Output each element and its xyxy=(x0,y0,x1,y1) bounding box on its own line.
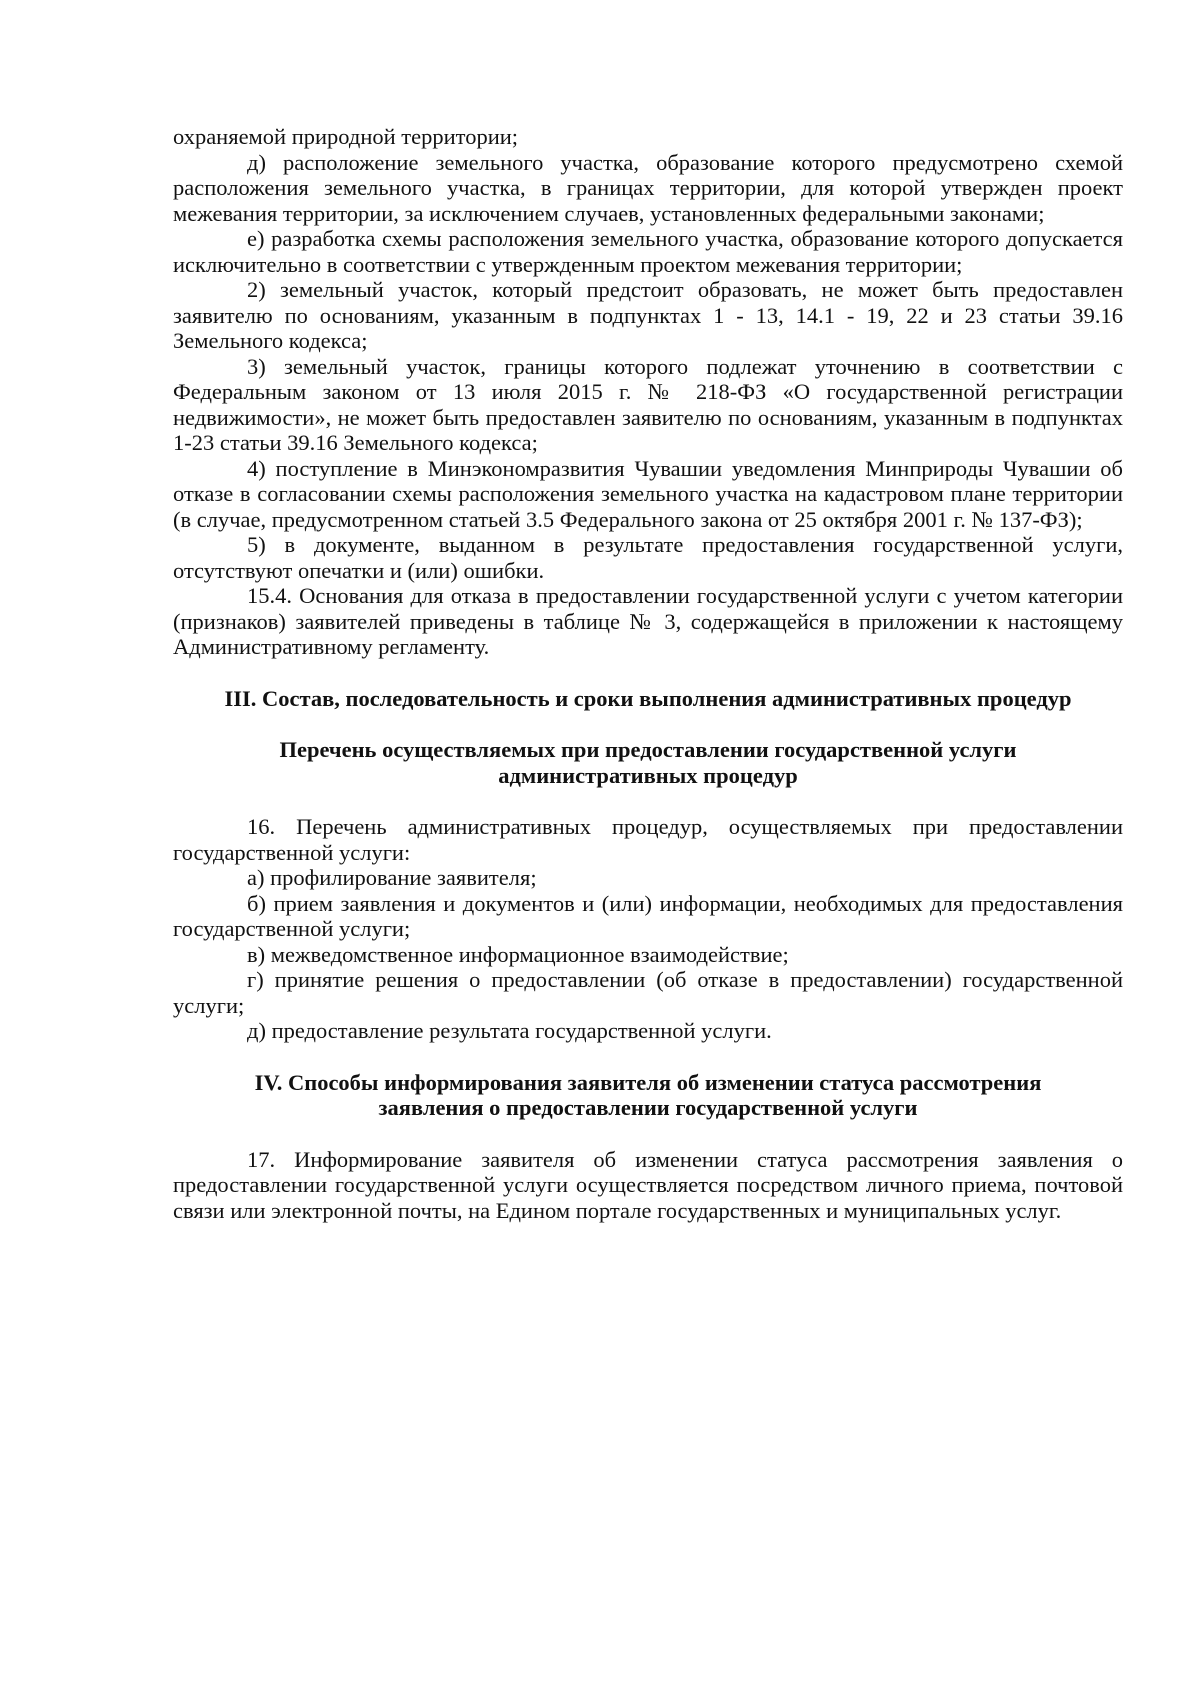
section-4-heading-line-2: заявления о предоставлении государственной услуги xyxy=(378,1095,918,1120)
spacer xyxy=(173,660,1123,686)
paragraph-16-a: а) профилирование заявителя; xyxy=(247,865,537,890)
document-page xyxy=(173,124,1123,1223)
spacer xyxy=(173,1121,1123,1147)
paragraph-16-v: в) межведомственное информационное взаимодействие; xyxy=(247,941,789,967)
spacer xyxy=(173,788,1123,814)
section-3-heading: III. Состав, последовательность и сроки выполнения административных процедур xyxy=(224,685,1072,711)
paragraph-item-2: 2) земельный участок, который предстоит образовать, не может быть предоставлен заявителю по основаниям, указанным в подпунктах 1 - 13, 14.1 - 19, 22 и 23 статьи 39.16 Земельного кодекса; xyxy=(173,277,1123,353)
paragraph-17: 17. Информирование заявителя об изменении статуса рассмотрения заявления о предоставлении государственной услуги осуществляется посредством личного приема, почтовой связи или электронной почты, на Едином портале государственных и муниципальных услуг. xyxy=(173,1146,1123,1223)
spacer xyxy=(173,1044,1123,1070)
paragraph-16: 16. Перечень административных процедур, осуществляемых при предоставлении государственной услуги: xyxy=(173,814,1123,865)
paragraph-item-3: 3) земельный участок, границы которого подлежат уточнению в соответствии с Федеральным законом от 13 июля 2015 г. № 218-ФЗ «О государственной регистрации недвижимости», не может быть предоставлен заявителю по основаниям, указанным в подпунктах 1-23 статьи 39.16 Земельного кодекса; xyxy=(173,353,1123,455)
paragraph-item-4: 4) поступление в Минэкономразвития Чувашии уведомления Минприроды Чувашии об отказе в согласовании схемы расположения земельного участка на кадастровом плане территории (в случае, предусмотренном статьей 3.5 Федерального закона от 25 октября 2001 г. № 137-ФЗ); xyxy=(173,455,1123,532)
paragraph-16-b: б) прием заявления и документов и (или) информации, необходимых для предоставления государственной услуги; xyxy=(173,890,1123,941)
section-3-subheading-line-2: административных процедур xyxy=(498,762,798,788)
section-4-heading-line-1: IV. Способы информирования заявителя об изменении статуса рассмотрения xyxy=(254,1069,1042,1095)
paragraph-16-g: г) принятие решения о предоставлении (об отказе в предоставлении) государственной услуги; xyxy=(173,967,1123,1018)
paragraph-16-d: д) предоставление результата государственной услуги. xyxy=(247,1018,772,1043)
paragraph-item-d: д) расположение земельного участка, образование которого предусмотрено схемой расположения земельного участка, в границах территории, для которой утвержден проект межевания территории, за исключением случаев, установленных федеральными законами; xyxy=(173,149,1123,226)
paragraph-continuation: охраняемой природной территории; xyxy=(173,124,519,149)
section-3-subheading-line-1: Перечень осуществляемых при предоставлении государственной услуги xyxy=(279,737,1017,762)
paragraph-item-e: е) разработка схемы расположения земельного участка, образование которого допускается исключительно в соответствии с утвержденным проектом межевания территории; xyxy=(173,226,1123,277)
spacer xyxy=(173,711,1123,737)
paragraph-15-4: 15.4. Основания для отказа в предоставлении государственной услуги с учетом категории (признаков) заявителей приведены в таблице № 3, содержащейся в приложении к настоящему Административному регламенту. xyxy=(173,583,1123,659)
paragraph-item-5: 5) в документе, выданном в результате предоставления государственной услуги, отсутствуют опечатки и (или) ошибки. xyxy=(173,532,1123,583)
